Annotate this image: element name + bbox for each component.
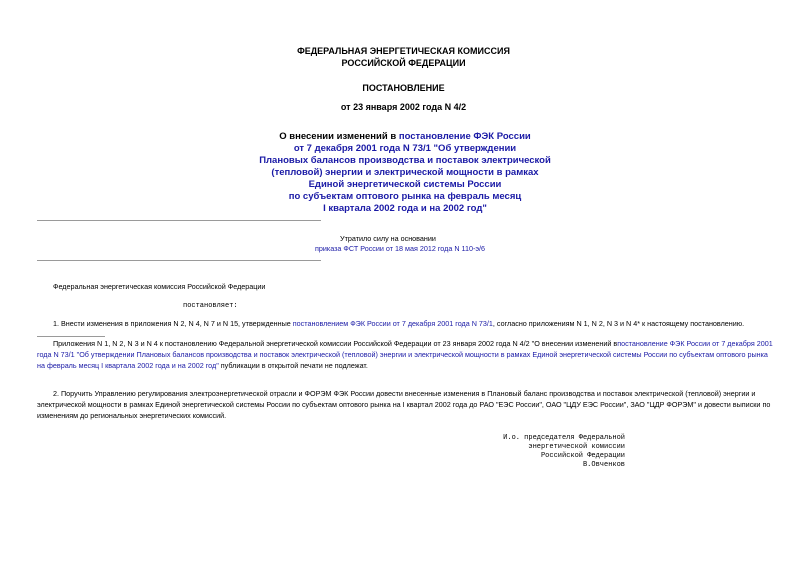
title-link-line3[interactable]: Плановых балансов производства и поставок электрической: [259, 155, 551, 166]
signature-line2: энергетической комиссии: [528, 443, 625, 451]
item-1-post: , согласно приложениям N 1, N 2, N 3 и N 4* к настоящему постановлению.: [492, 319, 745, 328]
document-title: [240, 131, 570, 215]
signature-line3: Российской Федерации: [540, 452, 625, 460]
org-name-line1: ФЕДЕРАЛЬНАЯ ЭНЕРГЕТИЧЕСКАЯ КОМИССИЯ: [297, 46, 510, 56]
signature-block: [480, 434, 625, 470]
footnote-divider: [37, 336, 105, 337]
footnote-text: [37, 338, 773, 371]
title-link-line4[interactable]: (тепловой) энергии и электрической мощности в рамках: [271, 167, 539, 178]
title-link-line1[interactable]: постановление ФЭК России: [398, 131, 531, 142]
doc-type: ПОСТАНОВЛЕНИЕ: [362, 83, 445, 93]
signature-line1: И.о. председателя Федеральной: [503, 434, 625, 442]
item-1-link[interactable]: постановлением ФЭК России от 7 декабря 2001 года N 73/1: [292, 319, 493, 328]
org-name-line2: РОССИЙСКОЙ ФЕДЕРАЦИИ: [341, 58, 466, 68]
title-link-line5[interactable]: Единой энергетической системы России: [308, 179, 502, 190]
footnote-link[interactable]: постановление ФЭК России от 7 декабря 2001 года N 73/1 "Об утверждении Плановых балансов производства и поставок электрической (тепловой) энергии и электрической мощности в рамках Единой энергетической системы России по субъектам оптового рынка на февраль месяц I квартала 2002 года и на 2002 год": [37, 339, 773, 370]
footnote-pre: Приложения N 1, N 2, N 3 и N 4 к постановлению Федеральной энергетической комиссии Российской Федерации от 23 января 2002 года N 4/2 "О внесении изменений в: [53, 339, 618, 348]
intro-text: Федеральная энергетическая комиссия Российской Федерации: [53, 282, 266, 291]
resolves-text: постановляет:: [183, 302, 238, 310]
item-1: [53, 318, 773, 329]
title-prefix: О внесении изменений в: [279, 131, 399, 142]
title-link-line2[interactable]: от 7 декабря 2001 года N 73/1 "Об утверждении: [293, 143, 517, 154]
item-2: 2. Поручить Управлению регулирования электроэнергетической отрасли и ФОРЭМ ФЭК России довести внесенные изменения в Плановый баланс производства и поставок электрической (тепловой) энергии и электрической мощности в рамках Единой энергетической системы России по субъектам оптового рынка на I квартал 2002 года до РАО "ЕЭС России", ОАО "ЦДУ ЕЭС России", ЗАО "ЦДР ФОРЭМ" и довести выписки по изменениям до региональных энергетических комиссий.: [37, 389, 771, 420]
footnote-post: публикации в открытой печати не подлежат.: [218, 361, 368, 370]
title-link-line7[interactable]: I квартала 2002 года и на 2002 год": [323, 203, 487, 214]
status-text: Утратило силу на основании: [340, 234, 436, 243]
divider-bottom: [37, 260, 321, 261]
divider-top: [37, 220, 321, 221]
title-link-line6[interactable]: по субъектам оптового рынка на февраль месяц: [288, 191, 522, 202]
signature-name: В.Овченков: [582, 461, 625, 469]
item-1-pre: 1. Внести изменения в приложения N 2, N 4, N 7 и N 15, утвержденные: [53, 319, 293, 328]
status-link[interactable]: приказа ФСТ России от 18 мая 2012 года N 110-э/6: [315, 244, 486, 253]
doc-date: от 23 января 2002 года N 4/2: [340, 102, 467, 112]
